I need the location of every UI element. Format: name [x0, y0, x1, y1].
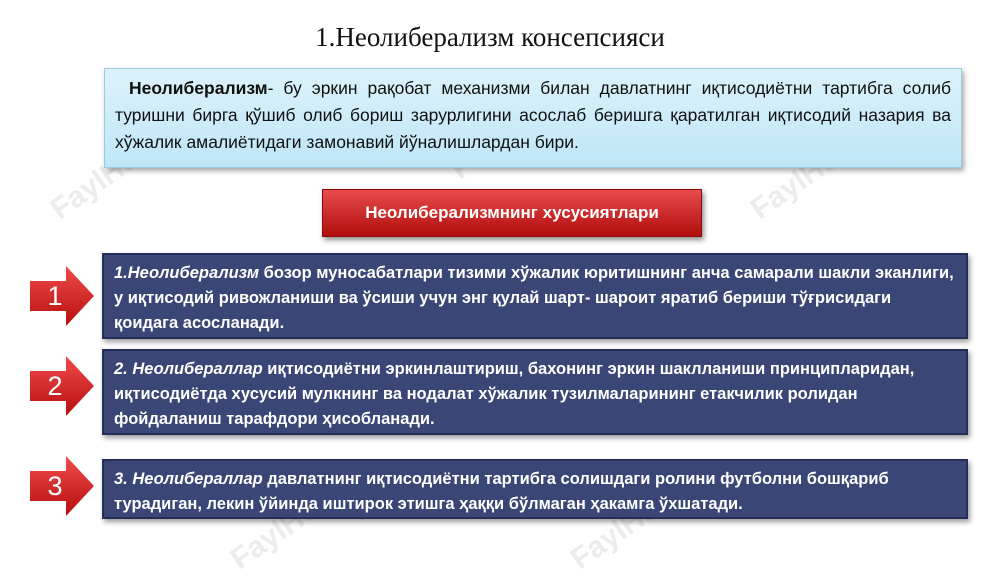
item-number: 1 [47, 280, 63, 311]
item-lead: 3. Неолибераллар [114, 470, 263, 488]
item-number: 2 [47, 370, 63, 401]
arrow-icon [30, 356, 94, 416]
feature-box-2 [102, 349, 968, 435]
arrow-icon [30, 266, 94, 326]
item-text: давлатнинг иқтисодиётни тартибга солишдаги ролини футболни бошқариб турадиган, лекин ўйинда иштирок этишга ҳаққи бўлмаган ҳакамга ўхшатади. [114, 470, 889, 513]
definition-text: - бу эркин рақобат механизми билан давлатнинг иқтисодиётни тартибга солиб туришни бирга қўшиб олиб бориш зарурлигини асослаб беришга қаратилган иқтисодий назария ва хўжалик амалиётидаги замонавий йўналишлардан бири. [115, 78, 951, 152]
item-text: бозор муносабатлари тизими хўжалик юритишнинг анча самарали шакли эканлиги, у иқтисодий ривожланиши ва ўсиши учун энг қулай шарт- шароит яратиб бериши тўғрисидаги қоидага асосланади. [114, 264, 954, 332]
item-number: 3 [47, 470, 63, 501]
feature-box-1 [102, 253, 968, 339]
feature-box-3 [102, 459, 968, 519]
arrow-icon [30, 456, 94, 516]
features-header: Неолиберализмнинг хусусиятлари [322, 189, 702, 237]
definition-box [104, 68, 962, 168]
slide-title: 1.Неолиберализм консепсияси [315, 22, 665, 52]
definition-term: Неолиберализм [129, 78, 268, 98]
item-lead: 2. Неолибераллар [114, 360, 263, 378]
item-lead: 1.Неолиберализм [114, 264, 260, 282]
item-text: иқтисодиётни эркинлаштириш, бахонинг эркин шаклланиши принципларидан, иқтисодиётда хусусий мулкнинг ва нодалат хўжалик тузилмаларининг етакчилик ролидан фойдаланиш тарафдори ҳисобланади. [114, 360, 915, 428]
